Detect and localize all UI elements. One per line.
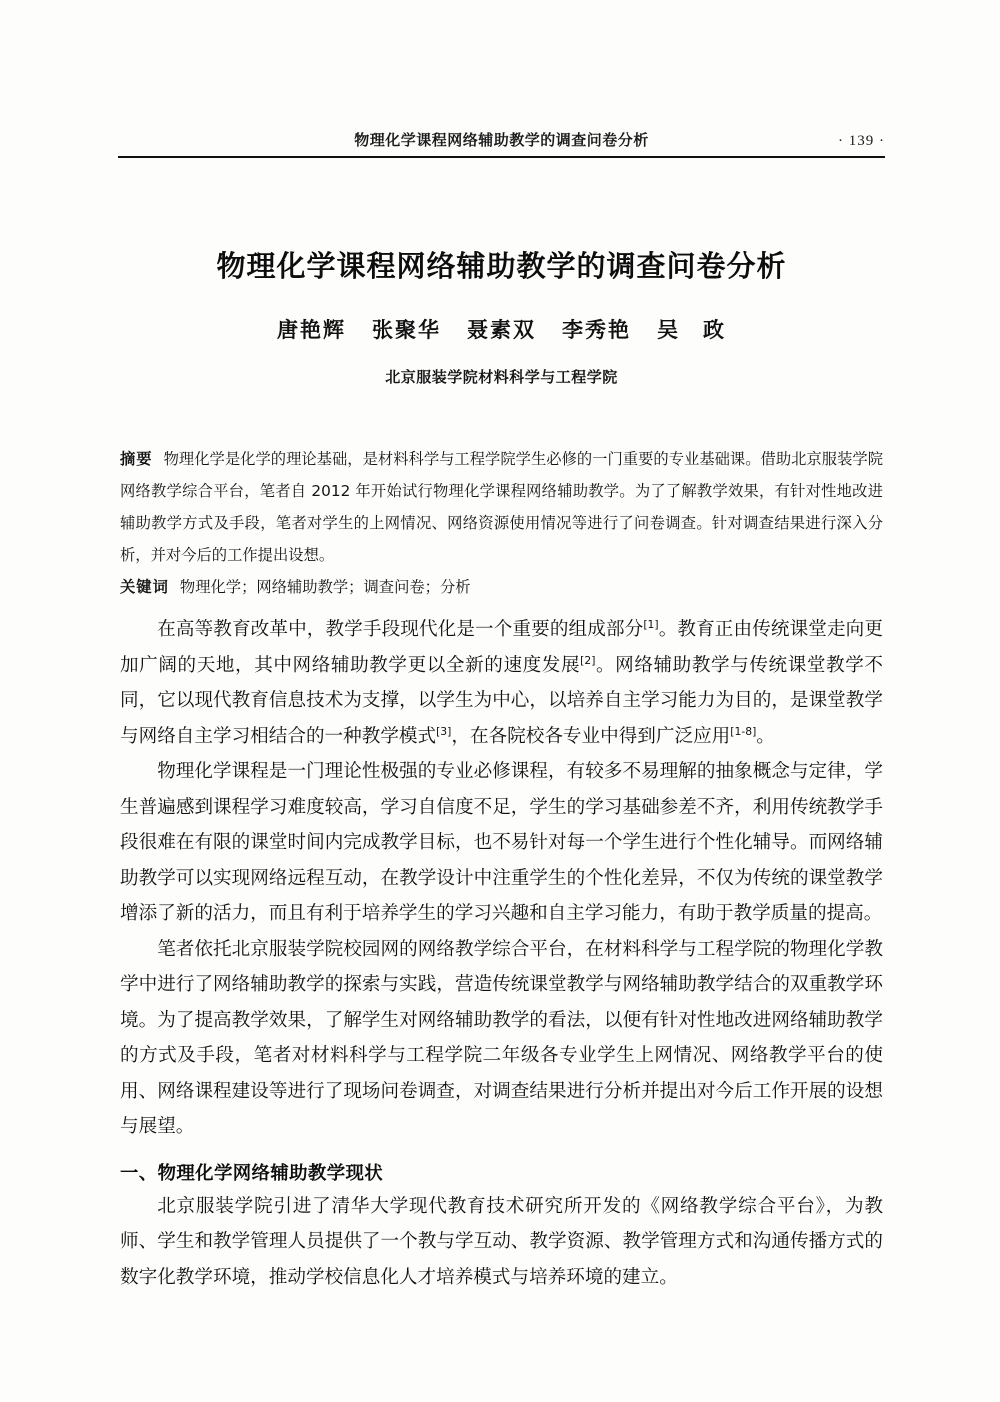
para1-segment-a: 在高等教育改革中，教学手段现代化是一个重要的组成部分 <box>157 619 644 640</box>
page-title: 物理化学课程网络辅助教学的调查问卷分析 <box>216 249 787 283</box>
author-name: 聂素双 <box>467 317 536 343</box>
abstract-text: 物理化学是化学的理论基础，是材料科学与工程学院学生必修的一门重要的专业基础课。借助北京服装学院网络教学综合平台，笔者自 2012 年开始试行物理化学课程网络辅助教学。为了了解教学效果，有针对性地改进辅助教学方式及手段，笔者对学生的上网情况、网络资源使用情况等进行了问卷调查。针对调查结果进行深入分析，并对今后的工作提出设想。 <box>120 450 883 564</box>
para1-segment-c: 。网络辅助教学与传统课堂教学不同，它以现代教育信息技术为支撑，以学生为中心，以培养自主学习能力为目的，是课堂教学与网络自主学习相结合的一种教学模式 <box>120 654 883 747</box>
citation-ref-4: [1-8] <box>730 724 757 738</box>
running-header <box>118 126 885 158</box>
keywords-text: 物理化学；网络辅助教学；调查问卷；分析 <box>179 578 471 596</box>
abstract-paragraph <box>120 443 883 571</box>
page-number: · 139 · <box>838 133 885 149</box>
abstract-block <box>120 443 883 603</box>
keywords-label: 关键词 <box>120 578 169 596</box>
author-name: 李秀艳 <box>562 317 631 343</box>
author-name: 唐艳辉 <box>277 317 346 343</box>
body-content <box>120 612 883 1295</box>
para1-segment-d: ，在各院校各专业中得到广泛应用 <box>451 725 731 747</box>
section-1-paragraph-1: 北京服装学院引进了清华大学现代教育技术研究所开发的《网络教学综合平台》，为教师、学生和教学管理人员提供了一个教与学互动、教学资源、教学管理方式和沟通传播方式的数字化教学环境，推动学校信息化人才培养模式与培养环境的建立。 <box>120 1195 883 1288</box>
author-name: 张聚华 <box>372 317 441 343</box>
citation-ref-2: [2] <box>580 653 596 667</box>
abstract-label: 摘要 <box>120 450 153 468</box>
author-name: 吴 政 <box>657 317 726 343</box>
body-paragraph-1 <box>120 612 883 754</box>
running-header-row <box>118 126 885 150</box>
citation-ref-3: [3] <box>436 724 452 738</box>
running-title: 物理化学课程网络辅助教学的调查问卷分析 <box>354 131 649 149</box>
affiliation: 北京服装学院材料科学与工程学院 <box>385 368 618 387</box>
author-list <box>118 314 885 344</box>
body-paragraph-2: 物理化学课程是一门理论性极强的专业必修课程，有较多不易理解的抽象概念与定律，学生普遍感到课程学习难度较高，学习自信度不足，学生的学习基础参差不齐，利用传统教学手段很难在有限的课堂时间内完成教学目标，也不易针对每一个学生进行个性化辅导。而网络辅助教学可以实现网络远程互动，在教学设计中注重学生的个性化差异，不仅为传统的课堂教学增添了新的活力，而且有利于培养学生的学习兴趣和自主学习能力，有助于教学质量的提高。 <box>120 761 883 924</box>
keywords-paragraph <box>120 571 883 603</box>
title-block <box>118 248 885 387</box>
para1-segment-b: 。教育正由传统课堂走向更加广阔的天地，其中网络辅助教学更以全新的速度发展 <box>120 619 883 676</box>
section-heading-1: 一、物理化学网络辅助教学现状 <box>120 1162 384 1184</box>
header-rule <box>118 156 885 158</box>
body-paragraph-3: 笔者依托北京服装学院校园网的网络教学综合平台，在材料科学与工程学院的物理化学教学中进行了网络辅助教学的探索与实践，营造传统课堂教学与网络辅助教学结合的双重教学环境。为了提高教学效果，了解学生对网络辅助教学的看法，以便有针对性地改进网络辅助教学的方式及手段，笔者对材料科学与工程学院二年级各专业学生上网情况、网络教学平台的使用、网络课程建设等进行了现场问卷调查，对调查结果进行分析并提出对今后工作开展的设想与展望。 <box>120 938 883 1137</box>
citation-ref-1: [1] <box>643 617 659 631</box>
para1-segment-e: 。 <box>756 725 775 747</box>
